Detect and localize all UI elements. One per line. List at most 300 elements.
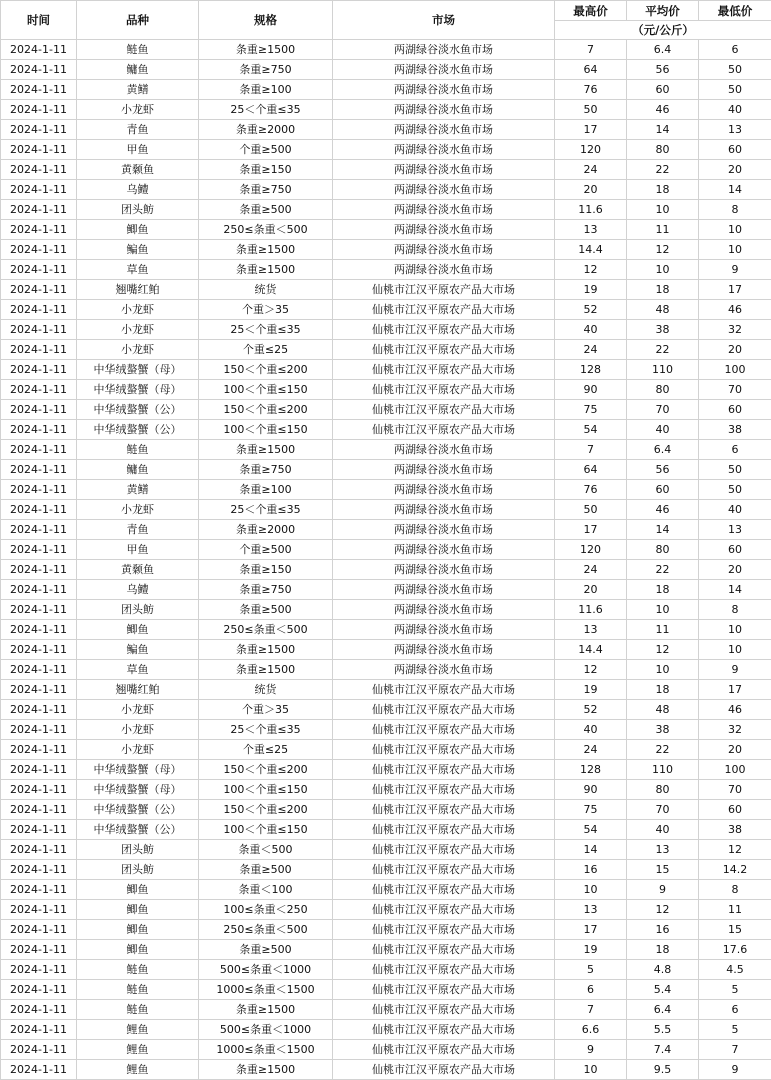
cell-avg-price: 80	[627, 140, 699, 160]
cell-date: 2024-1-11	[1, 620, 77, 640]
cell-spec: 条重≥750	[199, 580, 333, 600]
cell-kind: 团头鲂	[77, 840, 199, 860]
cell-date: 2024-1-11	[1, 580, 77, 600]
table-row	[1, 340, 771, 360]
cell-kind: 团头鲂	[77, 600, 199, 620]
cell-min-price: 14	[699, 580, 771, 600]
cell-date: 2024-1-11	[1, 1020, 77, 1040]
cell-max-price: 24	[555, 740, 627, 760]
cell-max-price: 12	[555, 260, 627, 280]
cell-date: 2024-1-11	[1, 140, 77, 160]
cell-kind: 团头鲂	[77, 860, 199, 880]
cell-max-price: 120	[555, 140, 627, 160]
cell-kind: 中华绒螯蟹（母）	[77, 380, 199, 400]
cell-date: 2024-1-11	[1, 60, 77, 80]
cell-kind: 中华绒螯蟹（公）	[77, 400, 199, 420]
cell-max-price: 10	[555, 1060, 627, 1080]
cell-spec: 个重＞35	[199, 700, 333, 720]
cell-min-price: 17.6	[699, 940, 771, 960]
cell-date: 2024-1-11	[1, 700, 77, 720]
cell-avg-price: 15	[627, 860, 699, 880]
cell-spec: 条重＜100	[199, 880, 333, 900]
table-row	[1, 600, 771, 620]
cell-min-price: 20	[699, 560, 771, 580]
table-header	[1, 1, 771, 40]
cell-spec: 100＜个重≤150	[199, 780, 333, 800]
cell-market: 两湖绿谷淡水鱼市场	[333, 140, 555, 160]
cell-spec: 250≤条重＜500	[199, 620, 333, 640]
cell-market: 仙桃市江汉平原农产品大市场	[333, 280, 555, 300]
cell-avg-price: 12	[627, 240, 699, 260]
cell-max-price: 128	[555, 760, 627, 780]
cell-min-price: 5	[699, 1020, 771, 1040]
cell-avg-price: 6.4	[627, 440, 699, 460]
cell-spec: 1000≤条重＜1500	[199, 1040, 333, 1060]
cell-kind: 小龙虾	[77, 740, 199, 760]
cell-max-price: 5	[555, 960, 627, 980]
cell-avg-price: 80	[627, 780, 699, 800]
cell-kind: 中华绒螯蟹（母）	[77, 760, 199, 780]
cell-kind: 中华绒螯蟹（母）	[77, 360, 199, 380]
cell-avg-price: 9	[627, 880, 699, 900]
header-avg-price: 平均价	[627, 1, 699, 21]
cell-min-price: 46	[699, 700, 771, 720]
cell-market: 仙桃市江汉平原农产品大市场	[333, 860, 555, 880]
cell-market: 两湖绿谷淡水鱼市场	[333, 640, 555, 660]
cell-min-price: 17	[699, 280, 771, 300]
cell-spec: 150＜个重≤200	[199, 800, 333, 820]
cell-avg-price: 5.4	[627, 980, 699, 1000]
cell-date: 2024-1-11	[1, 100, 77, 120]
cell-date: 2024-1-11	[1, 40, 77, 60]
cell-kind: 鲤鱼	[77, 1060, 199, 1080]
cell-min-price: 20	[699, 160, 771, 180]
cell-market: 仙桃市江汉平原农产品大市场	[333, 780, 555, 800]
cell-max-price: 20	[555, 580, 627, 600]
cell-kind: 青鱼	[77, 520, 199, 540]
cell-spec: 条重≥2000	[199, 120, 333, 140]
cell-date: 2024-1-11	[1, 320, 77, 340]
cell-kind: 黄颡鱼	[77, 160, 199, 180]
cell-date: 2024-1-11	[1, 640, 77, 660]
cell-min-price: 15	[699, 920, 771, 940]
table-body	[1, 40, 771, 1080]
cell-date: 2024-1-11	[1, 680, 77, 700]
cell-avg-price: 70	[627, 800, 699, 820]
cell-market: 仙桃市江汉平原农产品大市场	[333, 340, 555, 360]
cell-market: 两湖绿谷淡水鱼市场	[333, 580, 555, 600]
cell-max-price: 14.4	[555, 240, 627, 260]
cell-market: 仙桃市江汉平原农产品大市场	[333, 320, 555, 340]
cell-spec: 25＜个重≤35	[199, 320, 333, 340]
cell-date: 2024-1-11	[1, 660, 77, 680]
table-row	[1, 700, 771, 720]
cell-spec: 150＜个重≤200	[199, 760, 333, 780]
cell-avg-price: 22	[627, 340, 699, 360]
table-row	[1, 900, 771, 920]
table-row	[1, 140, 771, 160]
cell-market: 两湖绿谷淡水鱼市场	[333, 560, 555, 580]
cell-max-price: 20	[555, 180, 627, 200]
cell-spec: 250≤条重＜500	[199, 920, 333, 940]
cell-avg-price: 38	[627, 720, 699, 740]
header-kind: 品种	[77, 1, 199, 40]
cell-kind: 小龙虾	[77, 340, 199, 360]
cell-date: 2024-1-11	[1, 460, 77, 480]
table-row	[1, 620, 771, 640]
cell-min-price: 60	[699, 540, 771, 560]
cell-avg-price: 14	[627, 120, 699, 140]
cell-market: 仙桃市江汉平原农产品大市场	[333, 840, 555, 860]
cell-spec: 100＜个重≤150	[199, 420, 333, 440]
cell-kind: 乌鳢	[77, 580, 199, 600]
cell-date: 2024-1-11	[1, 260, 77, 280]
cell-min-price: 50	[699, 80, 771, 100]
cell-spec: 500≤条重＜1000	[199, 960, 333, 980]
cell-kind: 鲤鱼	[77, 1020, 199, 1040]
cell-avg-price: 46	[627, 500, 699, 520]
cell-market: 两湖绿谷淡水鱼市场	[333, 200, 555, 220]
table-row	[1, 260, 771, 280]
table-row	[1, 420, 771, 440]
cell-avg-price: 12	[627, 900, 699, 920]
cell-spec: 500≤条重＜1000	[199, 1020, 333, 1040]
cell-kind: 鲢鱼	[77, 960, 199, 980]
cell-avg-price: 18	[627, 680, 699, 700]
table-row	[1, 660, 771, 680]
table-row	[1, 40, 771, 60]
cell-kind: 翘嘴红鲌	[77, 280, 199, 300]
cell-spec: 25＜个重≤35	[199, 100, 333, 120]
cell-date: 2024-1-11	[1, 400, 77, 420]
cell-spec: 150＜个重≤200	[199, 400, 333, 420]
cell-min-price: 8	[699, 600, 771, 620]
cell-avg-price: 48	[627, 300, 699, 320]
cell-min-price: 8	[699, 200, 771, 220]
cell-date: 2024-1-11	[1, 520, 77, 540]
cell-min-price: 38	[699, 420, 771, 440]
cell-avg-price: 56	[627, 460, 699, 480]
cell-max-price: 19	[555, 680, 627, 700]
cell-avg-price: 9.5	[627, 1060, 699, 1080]
cell-min-price: 12	[699, 840, 771, 860]
cell-market: 仙桃市江汉平原农产品大市场	[333, 1000, 555, 1020]
cell-kind: 中华绒螯蟹（公）	[77, 820, 199, 840]
cell-spec: 统货	[199, 280, 333, 300]
cell-market: 两湖绿谷淡水鱼市场	[333, 500, 555, 520]
cell-avg-price: 10	[627, 260, 699, 280]
cell-kind: 甲鱼	[77, 140, 199, 160]
table-row	[1, 180, 771, 200]
cell-max-price: 64	[555, 60, 627, 80]
cell-avg-price: 110	[627, 760, 699, 780]
cell-min-price: 6	[699, 1000, 771, 1020]
cell-min-price: 10	[699, 620, 771, 640]
table-row	[1, 720, 771, 740]
cell-min-price: 10	[699, 240, 771, 260]
cell-market: 仙桃市江汉平原农产品大市场	[333, 940, 555, 960]
header-market: 市场	[333, 1, 555, 40]
cell-max-price: 10	[555, 880, 627, 900]
cell-min-price: 60	[699, 400, 771, 420]
cell-spec: 个重≤25	[199, 340, 333, 360]
cell-date: 2024-1-11	[1, 840, 77, 860]
cell-max-price: 90	[555, 380, 627, 400]
cell-kind: 小龙虾	[77, 720, 199, 740]
cell-max-price: 11.6	[555, 600, 627, 620]
cell-max-price: 17	[555, 920, 627, 940]
cell-max-price: 52	[555, 300, 627, 320]
cell-kind: 鲤鱼	[77, 1040, 199, 1060]
table-row	[1, 820, 771, 840]
cell-date: 2024-1-11	[1, 540, 77, 560]
cell-kind: 小龙虾	[77, 300, 199, 320]
cell-market: 仙桃市江汉平原农产品大市场	[333, 400, 555, 420]
cell-avg-price: 48	[627, 700, 699, 720]
table-row	[1, 380, 771, 400]
cell-max-price: 40	[555, 320, 627, 340]
cell-market: 两湖绿谷淡水鱼市场	[333, 260, 555, 280]
cell-max-price: 128	[555, 360, 627, 380]
cell-kind: 鲢鱼	[77, 40, 199, 60]
cell-spec: 个重＞35	[199, 300, 333, 320]
cell-kind: 鳙鱼	[77, 460, 199, 480]
cell-market: 仙桃市江汉平原农产品大市场	[333, 960, 555, 980]
table-row	[1, 1020, 771, 1040]
cell-market: 仙桃市江汉平原农产品大市场	[333, 420, 555, 440]
cell-min-price: 40	[699, 500, 771, 520]
cell-avg-price: 13	[627, 840, 699, 860]
cell-max-price: 6	[555, 980, 627, 1000]
table-row	[1, 100, 771, 120]
cell-kind: 鲫鱼	[77, 900, 199, 920]
cell-min-price: 5	[699, 980, 771, 1000]
cell-date: 2024-1-11	[1, 980, 77, 1000]
cell-max-price: 76	[555, 480, 627, 500]
cell-kind: 草鱼	[77, 660, 199, 680]
table-row	[1, 1000, 771, 1020]
cell-avg-price: 10	[627, 660, 699, 680]
cell-max-price: 14.4	[555, 640, 627, 660]
cell-market: 仙桃市江汉平原农产品大市场	[333, 820, 555, 840]
header-unit: （元/公斤）	[555, 21, 771, 40]
table-row	[1, 560, 771, 580]
table-row	[1, 920, 771, 940]
cell-spec: 100≤条重＜250	[199, 900, 333, 920]
table-row	[1, 760, 771, 780]
table-row	[1, 680, 771, 700]
cell-min-price: 50	[699, 60, 771, 80]
cell-kind: 鳙鱼	[77, 60, 199, 80]
cell-spec: 条重≥1500	[199, 40, 333, 60]
cell-max-price: 50	[555, 100, 627, 120]
cell-spec: 250≤条重＜500	[199, 220, 333, 240]
cell-min-price: 4.5	[699, 960, 771, 980]
cell-kind: 黄颡鱼	[77, 560, 199, 580]
cell-kind: 草鱼	[77, 260, 199, 280]
cell-kind: 甲鱼	[77, 540, 199, 560]
cell-date: 2024-1-11	[1, 200, 77, 220]
cell-kind: 鲢鱼	[77, 980, 199, 1000]
cell-spec: 条重≥2000	[199, 520, 333, 540]
cell-max-price: 13	[555, 620, 627, 640]
cell-market: 两湖绿谷淡水鱼市场	[333, 600, 555, 620]
cell-kind: 鳊鱼	[77, 240, 199, 260]
header-row	[1, 1, 771, 21]
table-row	[1, 480, 771, 500]
cell-kind: 鲢鱼	[77, 440, 199, 460]
cell-kind: 鲫鱼	[77, 920, 199, 940]
cell-market: 两湖绿谷淡水鱼市场	[333, 160, 555, 180]
cell-market: 仙桃市江汉平原农产品大市场	[333, 300, 555, 320]
cell-market: 仙桃市江汉平原农产品大市场	[333, 880, 555, 900]
cell-min-price: 70	[699, 780, 771, 800]
cell-spec: 条重≥500	[199, 600, 333, 620]
cell-avg-price: 46	[627, 100, 699, 120]
cell-kind: 鲫鱼	[77, 880, 199, 900]
cell-date: 2024-1-11	[1, 960, 77, 980]
cell-kind: 中华绒螯蟹（公）	[77, 420, 199, 440]
cell-date: 2024-1-11	[1, 500, 77, 520]
cell-avg-price: 18	[627, 180, 699, 200]
cell-kind: 青鱼	[77, 120, 199, 140]
cell-spec: 条重≥1500	[199, 1060, 333, 1080]
cell-spec: 1000≤条重＜1500	[199, 980, 333, 1000]
cell-kind: 小龙虾	[77, 320, 199, 340]
cell-min-price: 100	[699, 760, 771, 780]
table-row	[1, 740, 771, 760]
cell-market: 两湖绿谷淡水鱼市场	[333, 220, 555, 240]
cell-spec: 条重≥500	[199, 200, 333, 220]
table-row	[1, 1060, 771, 1080]
table-row	[1, 840, 771, 860]
cell-max-price: 64	[555, 460, 627, 480]
cell-avg-price: 12	[627, 640, 699, 660]
cell-max-price: 19	[555, 940, 627, 960]
cell-min-price: 14	[699, 180, 771, 200]
cell-max-price: 75	[555, 800, 627, 820]
cell-min-price: 9	[699, 260, 771, 280]
cell-min-price: 14.2	[699, 860, 771, 880]
table-row	[1, 500, 771, 520]
cell-market: 两湖绿谷淡水鱼市场	[333, 240, 555, 260]
cell-date: 2024-1-11	[1, 480, 77, 500]
cell-max-price: 13	[555, 900, 627, 920]
table-row	[1, 80, 771, 100]
cell-avg-price: 22	[627, 740, 699, 760]
header-max-price: 最高价	[555, 1, 627, 21]
cell-date: 2024-1-11	[1, 380, 77, 400]
cell-min-price: 8	[699, 880, 771, 900]
cell-date: 2024-1-11	[1, 180, 77, 200]
cell-avg-price: 80	[627, 540, 699, 560]
cell-avg-price: 7.4	[627, 1040, 699, 1060]
cell-market: 仙桃市江汉平原农产品大市场	[333, 1020, 555, 1040]
cell-avg-price: 10	[627, 600, 699, 620]
cell-spec: 100＜个重≤150	[199, 820, 333, 840]
cell-spec: 条重＜500	[199, 840, 333, 860]
cell-avg-price: 70	[627, 400, 699, 420]
cell-min-price: 32	[699, 720, 771, 740]
cell-max-price: 24	[555, 340, 627, 360]
cell-market: 两湖绿谷淡水鱼市场	[333, 660, 555, 680]
cell-min-price: 20	[699, 740, 771, 760]
cell-min-price: 38	[699, 820, 771, 840]
cell-avg-price: 56	[627, 60, 699, 80]
cell-market: 仙桃市江汉平原农产品大市场	[333, 800, 555, 820]
cell-date: 2024-1-11	[1, 1040, 77, 1060]
table-row	[1, 960, 771, 980]
cell-kind: 鲫鱼	[77, 620, 199, 640]
cell-max-price: 16	[555, 860, 627, 880]
cell-max-price: 75	[555, 400, 627, 420]
cell-max-price: 120	[555, 540, 627, 560]
cell-avg-price: 6.4	[627, 40, 699, 60]
cell-spec: 个重≤25	[199, 740, 333, 760]
cell-avg-price: 6.4	[627, 1000, 699, 1020]
cell-min-price: 100	[699, 360, 771, 380]
cell-avg-price: 40	[627, 820, 699, 840]
table-row	[1, 860, 771, 880]
cell-max-price: 90	[555, 780, 627, 800]
cell-date: 2024-1-11	[1, 740, 77, 760]
header-spec: 规格	[199, 1, 333, 40]
cell-spec: 个重≥500	[199, 140, 333, 160]
cell-market: 两湖绿谷淡水鱼市场	[333, 180, 555, 200]
cell-spec: 条重≥1500	[199, 260, 333, 280]
cell-max-price: 76	[555, 80, 627, 100]
cell-date: 2024-1-11	[1, 120, 77, 140]
cell-avg-price: 11	[627, 620, 699, 640]
cell-date: 2024-1-11	[1, 340, 77, 360]
cell-min-price: 20	[699, 340, 771, 360]
table-row	[1, 400, 771, 420]
cell-avg-price: 16	[627, 920, 699, 940]
table-row	[1, 60, 771, 80]
table-row	[1, 460, 771, 480]
cell-min-price: 60	[699, 140, 771, 160]
cell-spec: 条重≥150	[199, 160, 333, 180]
cell-date: 2024-1-11	[1, 1000, 77, 1020]
cell-date: 2024-1-11	[1, 820, 77, 840]
cell-min-price: 10	[699, 220, 771, 240]
cell-date: 2024-1-11	[1, 780, 77, 800]
cell-max-price: 50	[555, 500, 627, 520]
cell-market: 两湖绿谷淡水鱼市场	[333, 100, 555, 120]
cell-max-price: 54	[555, 820, 627, 840]
cell-max-price: 6.6	[555, 1020, 627, 1040]
cell-kind: 鳊鱼	[77, 640, 199, 660]
cell-avg-price: 18	[627, 280, 699, 300]
cell-max-price: 13	[555, 220, 627, 240]
cell-spec: 条重≥1500	[199, 440, 333, 460]
cell-spec: 条重≥100	[199, 80, 333, 100]
cell-avg-price: 40	[627, 420, 699, 440]
cell-min-price: 60	[699, 800, 771, 820]
cell-market: 两湖绿谷淡水鱼市场	[333, 520, 555, 540]
cell-date: 2024-1-11	[1, 600, 77, 620]
cell-market: 仙桃市江汉平原农产品大市场	[333, 760, 555, 780]
cell-min-price: 11	[699, 900, 771, 920]
cell-spec: 条重≥750	[199, 180, 333, 200]
cell-market: 仙桃市江汉平原农产品大市场	[333, 980, 555, 1000]
cell-kind: 黄鳝	[77, 480, 199, 500]
cell-spec: 统货	[199, 680, 333, 700]
cell-avg-price: 22	[627, 560, 699, 580]
cell-spec: 25＜个重≤35	[199, 500, 333, 520]
table-row	[1, 280, 771, 300]
cell-max-price: 14	[555, 840, 627, 860]
